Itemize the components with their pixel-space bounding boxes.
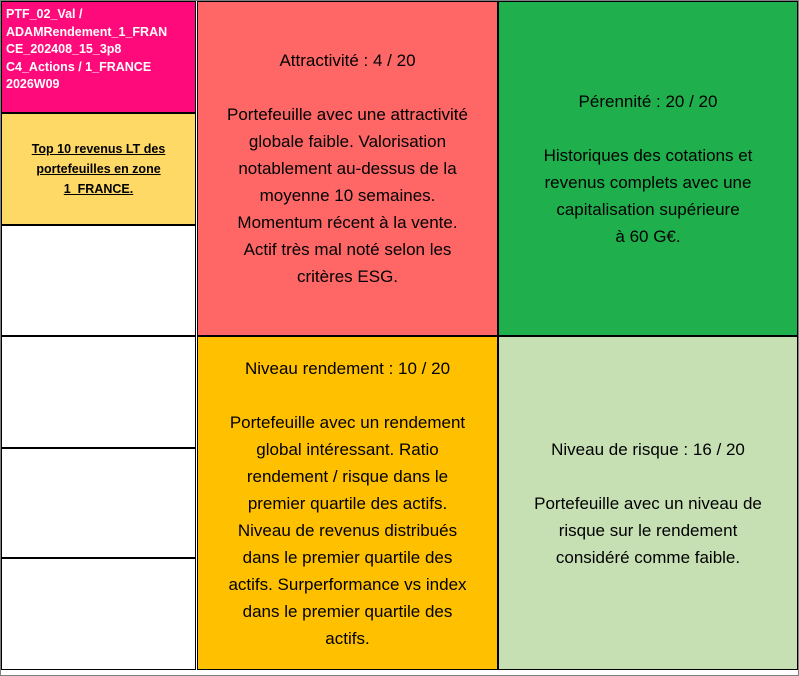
attractivite-line-6: Actif très mal noté selon les — [243, 240, 452, 259]
perennite-line-2: revenus complets avec une — [544, 172, 752, 192]
top-revenus-line-3: 1_FRANCE. — [63, 182, 134, 196]
attractivite-line-2: globale faible. Valorisation — [248, 132, 447, 151]
attractivite-line-1: Portefeuille avec une attractivité — [227, 105, 468, 124]
perennite-cell — [498, 1, 798, 336]
risque-line-1: Portefeuille avec un niveau de — [534, 493, 762, 513]
risque-line-3: considéré comme faible. — [555, 547, 741, 567]
rendement-line-9: actifs. — [325, 628, 370, 648]
perennite-line-3: capitalisation supérieure — [556, 199, 740, 219]
portfolio-id-line-5: 2026W09 — [6, 77, 60, 92]
blank-cell-1 — [1, 225, 196, 336]
attractivite-line-3: notablement au-dessus de la — [238, 159, 457, 178]
perennite-line-1: Historiques des cotations et — [543, 145, 753, 165]
perennite-title: Pérennité : 20 / 20 — [578, 91, 718, 111]
rendement-title: Niveau rendement : 10 / 20 — [244, 358, 451, 378]
rendement-cell — [197, 336, 498, 670]
rendement-line-5: Niveau de revenus distribués — [237, 520, 458, 540]
attractivite-cell — [197, 1, 498, 336]
rendement-line-8: dans le premier quartile des — [242, 601, 453, 621]
portfolio-id-line-2: ADAMRendement_1_FRAN — [6, 24, 168, 39]
rendement-line-6: dans le premier quartile des — [242, 547, 453, 567]
portfolio-id-line-3: CE_202408_15_3p8 — [6, 42, 122, 57]
portfolio-id-line-4: C4_Actions / 1_FRANCE — [6, 59, 152, 74]
perennite-line-4: à 60 G€. — [615, 226, 681, 246]
attractivite-line-4: moyenne 10 semaines. — [259, 186, 436, 205]
rendement-line-4: premier quartile des actifs. — [247, 493, 448, 513]
rendement-line-2: global intéressant. Ratio — [256, 439, 439, 459]
top-revenus-line-1: Top 10 revenus LT des — [31, 142, 166, 156]
attractivite-title: Attractivité : 4 / 20 — [279, 51, 416, 70]
blank-cell-2 — [1, 336, 196, 448]
top-revenus-cell — [1, 113, 196, 225]
portfolio-id-line-1: PTF_02_Val / — [6, 7, 83, 21]
risque-cell — [498, 336, 798, 670]
rendement-line-1: Portefeuille avec un rendement — [229, 412, 466, 432]
top-revenus-line-2: portefeuilles en zone — [36, 162, 161, 176]
rendement-line-3: rendement / risque dans le — [246, 466, 449, 486]
blank-cell-4 — [1, 558, 196, 670]
blank-cell-3 — [1, 448, 196, 558]
attractivite-line-7: critères ESG. — [296, 267, 399, 286]
rendement-line-7: actifs. Surperformance vs index — [228, 574, 467, 594]
risque-title: Niveau de risque : 16 / 20 — [551, 439, 745, 459]
portfolio-id-cell — [1, 1, 196, 113]
attractivite-line-5: Momentum récent à la vente. — [237, 213, 458, 232]
risque-line-2: risque sur le rendement — [558, 520, 738, 540]
